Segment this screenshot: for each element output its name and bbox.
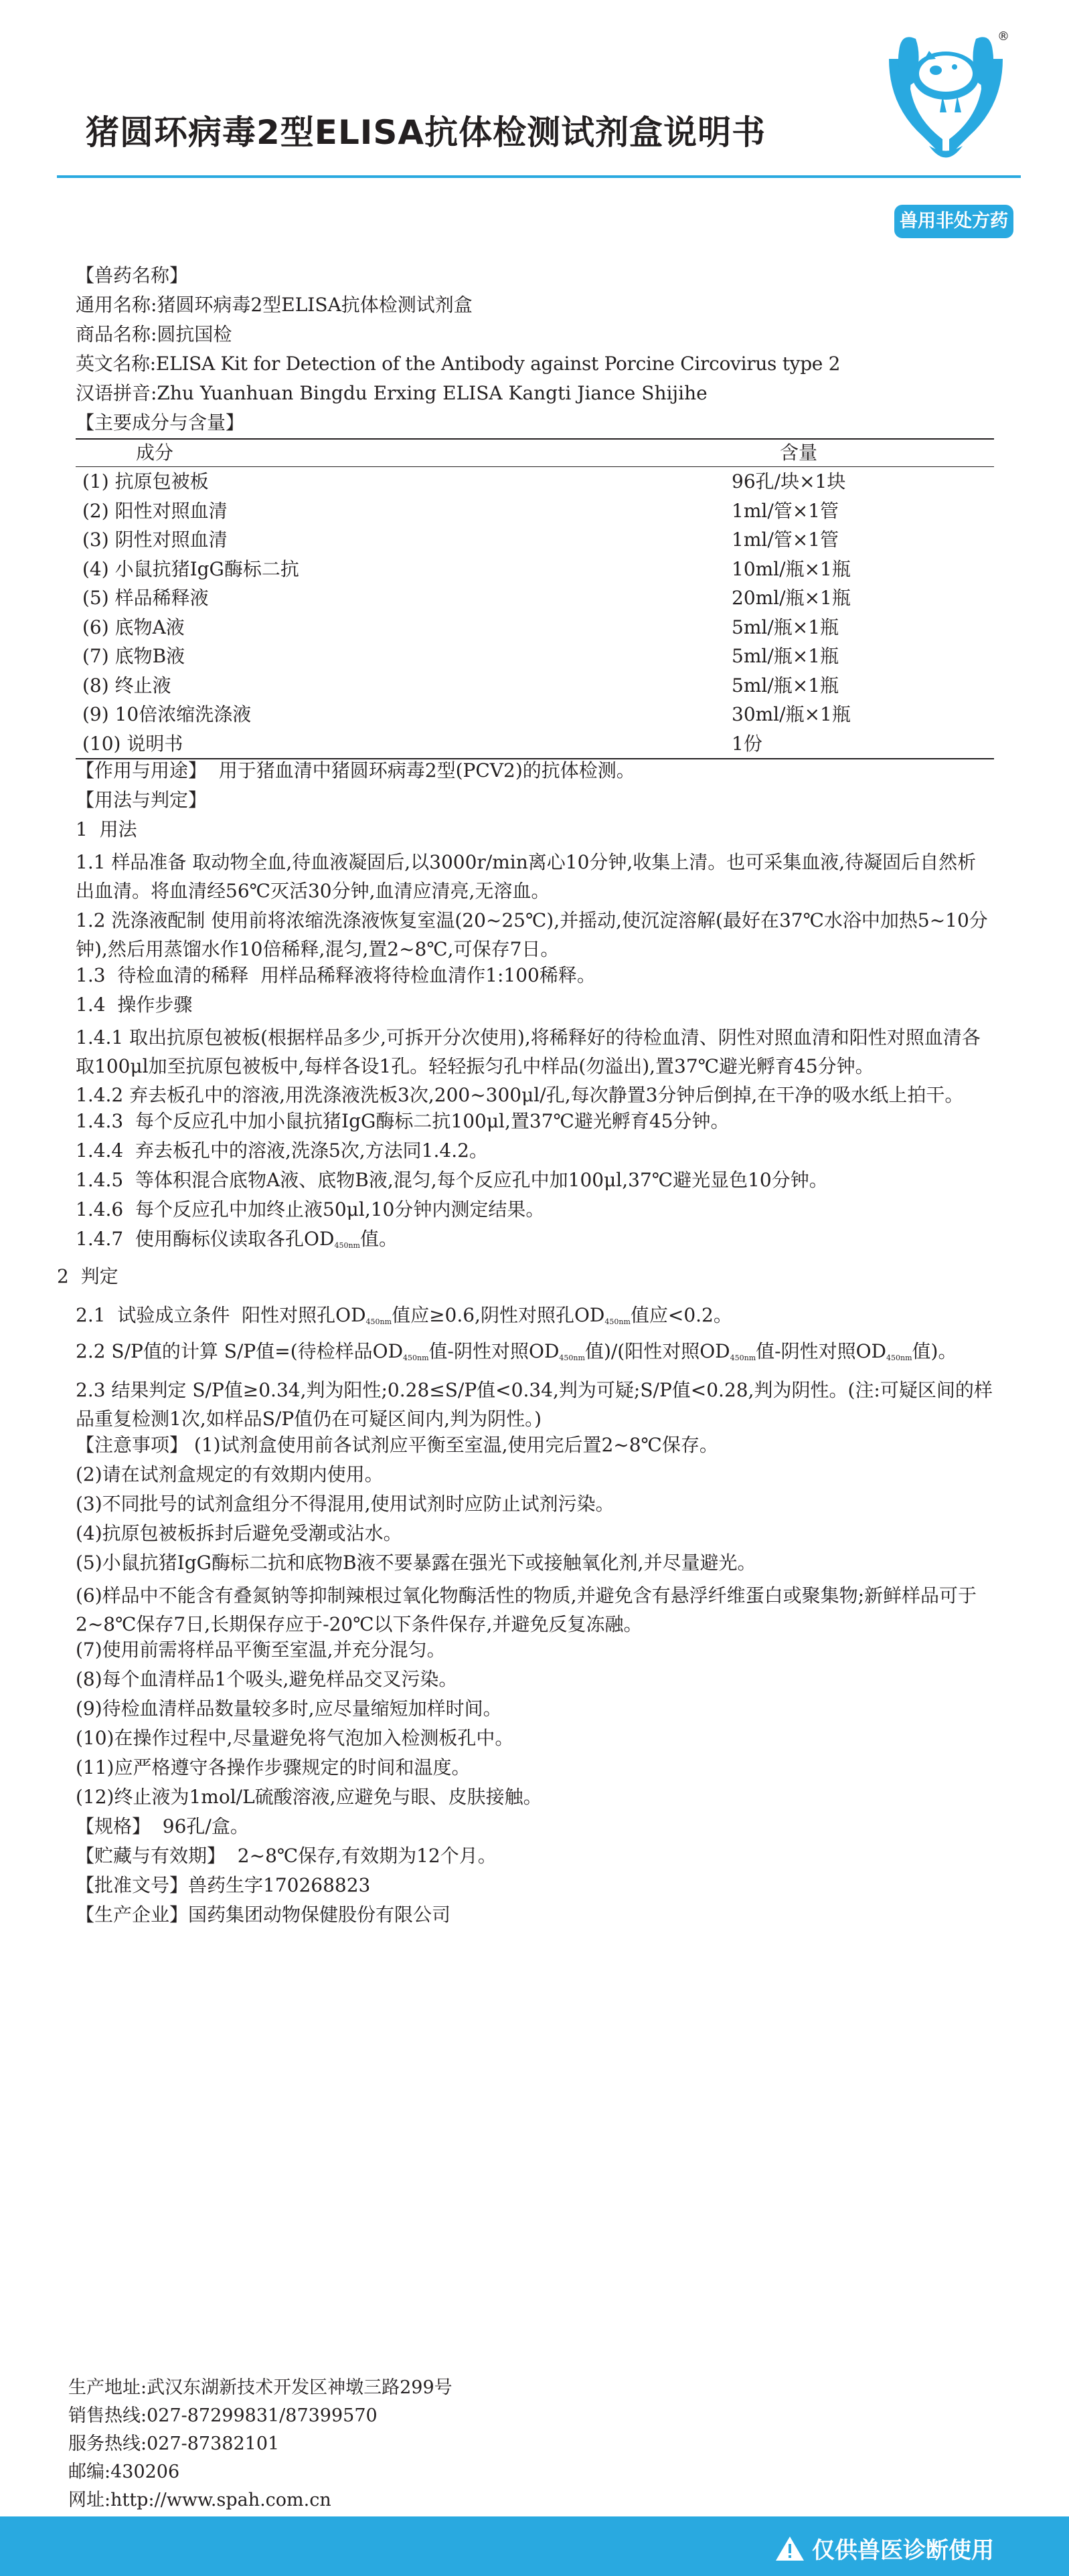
step-1-1: 1.1 样品准备 取动物全血,待血液凝固后,以3000r/min离心10分钟,收集上清。也可采集血液,待凝固后自然析出血清。将血清经56℃灭活30分钟,血清应清亮,无溶血。 (76, 851, 977, 903)
component-name: (1) 抗原包被板 (82, 470, 209, 492)
component-amount: 96孔/块×1块 (732, 470, 846, 492)
note-item: (12)终止液为1mol/L硫酸溶液,应避免与眼、皮肤接触。 (76, 1786, 542, 1809)
component-amount: 5ml/瓶×1瓶 (732, 616, 839, 638)
section-heading-composition: 【主要成分与含量】 (76, 411, 245, 434)
column-header-amount: 含量 (780, 442, 818, 464)
purpose-text: 【作用与用途】 用于猪血清中猪圆环病毒2型(PCV2)的抗体检测。 (76, 759, 635, 781)
table-row (76, 555, 994, 584)
instruction-body (57, 264, 993, 1933)
step-text: 值应≥0.6,阴性对照孔OD (392, 1303, 605, 1326)
component-name: (6) 底物A液 (82, 616, 185, 638)
storage-line: 【贮藏与有效期】 2~8℃保存,有效期为12个月。 (76, 1845, 497, 1867)
component-name: (3) 阴性对照血清 (82, 529, 228, 551)
contact-info (68, 2374, 453, 2514)
component-name: (7) 底物B液 (82, 645, 185, 667)
component-name: (9) 10倍浓缩洗涤液 (82, 703, 252, 725)
table-row (76, 700, 994, 729)
step-2-3: 2.3 结果判定 S/P值≥0.34,判为阳性;0.28≤S/P值<0.34,判为可疑;S/P值<0.28,判为阴性。(注:可疑区间的样品重复检测1次,如样品S/P值仍在可疑区间内,判为阴性。) (76, 1378, 993, 1431)
composition-table (76, 438, 994, 759)
component-amount: 30ml/瓶×1瓶 (732, 703, 851, 725)
pinyin-name: 汉语拼音:Zhu Yuanhuan Bingdu Erxing ELISA Kangti Jiance Shijihe (76, 382, 708, 404)
od-subscript: 450nm (403, 1353, 429, 1362)
judgement-heading: 2 判定 (57, 1265, 118, 1287)
component-amount: 5ml/瓶×1瓶 (732, 674, 839, 697)
od-subscript: 450nm (730, 1353, 756, 1362)
method-heading: 1 用法 (76, 818, 137, 840)
step-text: 值)。 (912, 1340, 957, 1362)
component-name: (10) 说明书 (82, 732, 183, 755)
step-text: 2.1 试验成立条件 阳性对照孔OD (76, 1303, 366, 1326)
component-amount: 20ml/瓶×1瓶 (732, 587, 851, 609)
note-item: (4)抗原包被板拆封后避免受潮或沾水。 (76, 1522, 402, 1544)
website: 网址:http://www.spah.com.cn (68, 2490, 331, 2510)
section-heading-usage: 【用法与判定】 (76, 789, 208, 811)
step-1-3: 1.3 待检血清的稀释 用样品稀释液将待检血清作1:100稀释。 (76, 963, 596, 986)
manufacturer-line: 【生产企业】国药集团动物保健股份有限公司 (76, 1904, 451, 1926)
component-name: (8) 终止液 (82, 674, 171, 697)
note-item: (7)使用前需将样品平衡至室温,并充分混匀。 (76, 1639, 446, 1661)
step-1-4-7 (76, 1228, 993, 1257)
table-header-row (76, 439, 994, 467)
table-row (76, 613, 994, 642)
approval-number: 【批准文号】兽药生字170268823 (76, 1874, 371, 1897)
note-item: (2)请在试剂盒规定的有效期内使用。 (76, 1463, 384, 1485)
postcode: 邮编:430206 (68, 2462, 180, 2482)
section-heading-names: 【兽药名称】 (76, 264, 189, 286)
table-row (76, 496, 994, 526)
pig-hands-logo-icon (876, 19, 1016, 173)
step-text: 1.4.7 使用酶标仪读取各孔OD (76, 1227, 335, 1250)
step-text: 值-阴性对照OD (756, 1340, 887, 1362)
warning-text: 仅供兽医诊断使用 (812, 2537, 994, 2564)
notes-first: 【注意事项】 (1)试剂盒使用前各试剂应平衡至室温,使用完后置2~8℃保存。 (76, 1433, 718, 1456)
step-2-2 (76, 1335, 993, 1368)
step-1-4-1: 1.4.1 取出抗原包被板(根据样品多少,可拆开分次使用),将稀释好的待检血清、阴性对照血清和阳性对照血清各取100μl加至抗原包被板中,每样各设1孔。轻轻振匀孔中样品(勿溢出),置37℃避光孵育45分钟。 (76, 1026, 981, 1077)
step-text: 2.2 S/P值的计算 S/P值=(待检样品OD (76, 1340, 404, 1362)
spec-line: 【规格】 96孔/盒。 (76, 1815, 249, 1838)
component-amount: 1份 (732, 732, 762, 755)
sales-hotline: 销售热线:027-87299831/87399570 (68, 2405, 378, 2426)
service-hotline: 服务热线:027-87382101 (68, 2433, 280, 2454)
note-item: (9)待检血清样品数量较多时,应尽量缩短加样时间。 (76, 1697, 502, 1720)
note-item: (5)小鼠抗猪IgG酶标二抗和底物B液不要暴露在强光下或接触氧化剂,并尽量避光。 (76, 1551, 756, 1574)
table-row (76, 642, 994, 671)
note-item: (6)样品中不能含有叠氮钠等抑制辣根过氧化物酶活性的物质,并避免含有悬浮纤维蛋白或聚集物;新鲜样品可于2~8℃保存7日,长期保存应于-20℃以下条件保存,并避免反复冻融。 (76, 1584, 977, 1635)
generic-name: 通用名称:猪圆环病毒2型ELISA抗体检测试剂盒 (76, 294, 473, 316)
step-1-4-3: 1.4.3 每个反应孔中加小鼠抗猪IgG酶标二抗100μl,置37℃避光孵育45分钟。 (76, 1109, 730, 1132)
component-amount: 1ml/管×1管 (732, 529, 839, 551)
vet-only-warning (774, 2532, 994, 2565)
table-row (76, 467, 994, 496)
note-item: (11)应严格遵守各操作步骤规定的时间和温度。 (76, 1756, 471, 1779)
step-text: 值)/(阳性对照OD (584, 1340, 730, 1362)
note-item: (10)在操作过程中,尽量避免将气泡加入检测板孔中。 (76, 1727, 514, 1750)
note-item: (3)不同批号的试剂盒组分不得混用,使用试剂时应防止试剂污染。 (76, 1492, 614, 1515)
page-title: 猪圆环病毒2型ELISA抗体检测试剂盒说明书 (86, 113, 766, 152)
component-amount: 5ml/瓶×1瓶 (732, 645, 839, 667)
step-text: 值-阴性对照OD (428, 1340, 560, 1362)
component-amount: 1ml/管×1管 (732, 499, 839, 522)
table-row (76, 525, 994, 555)
step-1-4-6: 1.4.6 每个反应孔中加终止液50μl,10分钟内测定结果。 (76, 1198, 545, 1220)
od-subscript: 450nm (334, 1240, 360, 1250)
component-name: (2) 阳性对照血清 (82, 499, 228, 522)
step-text: 值应<0.2。 (630, 1303, 732, 1326)
table-row (76, 583, 994, 613)
bottom-banner (0, 2516, 1069, 2576)
note-item: (8)每个血清样品1个吸头,避免样品交叉污染。 (76, 1668, 458, 1691)
header-divider (57, 175, 1021, 178)
step-1-2: 1.2 洗涤液配制 使用前将浓缩洗涤液恢复室温(20~25℃),并摇动,使沉淀溶解(最好在37℃水浴中加热5~10分钟),然后用蒸馏水作10倍稀释,混匀,置2~8℃,可保存7日。 (76, 909, 988, 961)
od-subscript: 450nm (604, 1317, 631, 1326)
od-subscript: 450nm (886, 1353, 912, 1362)
step-2-1 (76, 1296, 993, 1335)
component-amount: 10ml/瓶×1瓶 (732, 557, 851, 580)
step-1-4: 1.4 操作步骤 (76, 993, 193, 1016)
warning-icon (774, 2535, 805, 2562)
column-header-component: 成分 (136, 442, 174, 464)
step-1-4-4: 1.4.4 弃去板孔中的溶液,洗涤5次,方法同1.4.2。 (76, 1139, 488, 1162)
english-name: 英文名称:ELISA Kit for Detection of the Antibody against Porcine Circovirus type 2 (76, 353, 841, 375)
component-name: (5) 样品稀释液 (82, 587, 209, 609)
step-text: 值。 (359, 1227, 398, 1250)
step-1-4-5: 1.4.5 等体积混合底物A液、底物B液,混匀,每个反应孔中加100μl,37℃避光显色10分钟。 (76, 1168, 828, 1191)
registered-mark: ® (997, 29, 1009, 43)
component-name: (4) 小鼠抗猪IgG酶标二抗 (82, 557, 299, 580)
od-subscript: 450nm (365, 1317, 392, 1326)
table-row (76, 671, 994, 701)
address: 生产地址:武汉东湖新技术开发区神墩三路299号 (68, 2377, 453, 2398)
trade-name: 商品名称:圆抗国检 (76, 323, 232, 345)
step-1-4-2: 1.4.2 弃去板孔中的溶液,用洗涤液洗板3次,200~300μl/孔,每次静置3分钟后倒掉,在干净的吸水纸上拍干。 (76, 1084, 964, 1107)
od-subscript: 450nm (559, 1353, 585, 1362)
table-row (76, 729, 994, 759)
otc-badge: 兽用非处方药 (894, 205, 1013, 238)
